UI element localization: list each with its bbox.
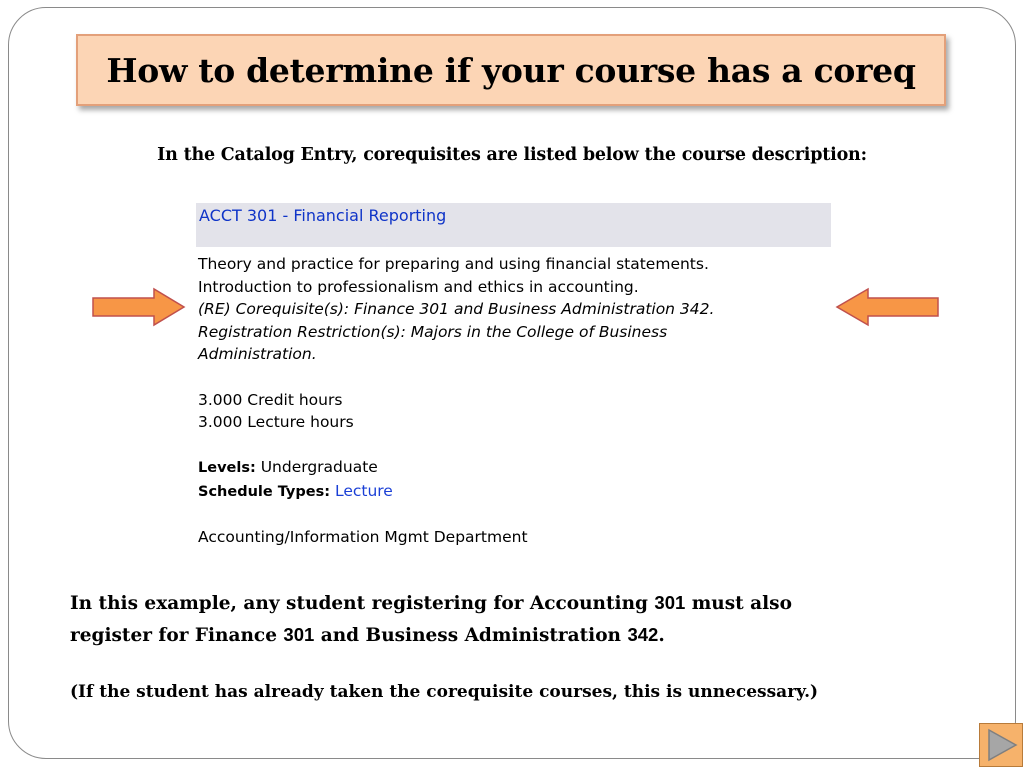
next-slide-button[interactable]: [979, 723, 1023, 767]
right-arrow-icon: [92, 287, 187, 327]
schedule-label: Schedule Types:: [198, 483, 331, 500]
slide-subtitle: In the Catalog Entry, corequisites are listed below the course description:: [157, 145, 867, 165]
catalog-entry: [196, 203, 831, 549]
restriction-line: Administration.: [198, 345, 317, 364]
levels-label: Levels:: [198, 460, 256, 477]
explanation-text: register for Finance: [70, 625, 284, 646]
levels-row: [198, 456, 829, 480]
levels-value: Undergraduate: [260, 458, 378, 477]
note-paragraph: (If the student has already taken the corequisite courses, this is unnecessary.): [70, 682, 819, 702]
play-next-icon: [983, 727, 1019, 763]
slide-title: How to determine if your course has a coreq: [106, 50, 916, 90]
description-line: Introduction to professionalism and ethics in accounting.: [198, 277, 639, 296]
lecture-hours: 3.000 Lecture hours: [198, 413, 354, 432]
catalog-course-title: ACCT 301 - Financial Reporting: [196, 203, 831, 247]
explanation-text: .: [658, 625, 665, 646]
catalog-body: [196, 247, 831, 549]
explanation-text: and Business Administration: [314, 625, 628, 646]
course-number: 301: [283, 624, 315, 645]
course-number: 342: [627, 624, 659, 645]
credit-hours: 3.000 Credit hours: [198, 390, 343, 409]
title-box: [76, 34, 946, 106]
left-arrow-icon: [835, 287, 940, 327]
corequisite-line: (RE) Corequisite(s): Finance 301 and Business Administration 342.: [198, 300, 715, 319]
course-number: 301: [654, 592, 686, 613]
explanation-paragraph: [70, 587, 950, 651]
restriction-line: Registration Restriction(s): Majors in the College of Business: [198, 322, 668, 341]
explanation-text: In this example, any student registering for Accounting: [70, 593, 655, 614]
schedule-row: [198, 480, 829, 504]
description-line: Theory and practice for preparing and using financial statements.: [198, 255, 709, 273]
department: Accounting/Information Mgmt Department: [198, 528, 528, 547]
schedule-lecture-link[interactable]: Lecture: [334, 481, 393, 500]
explanation-text: must also: [685, 593, 792, 614]
